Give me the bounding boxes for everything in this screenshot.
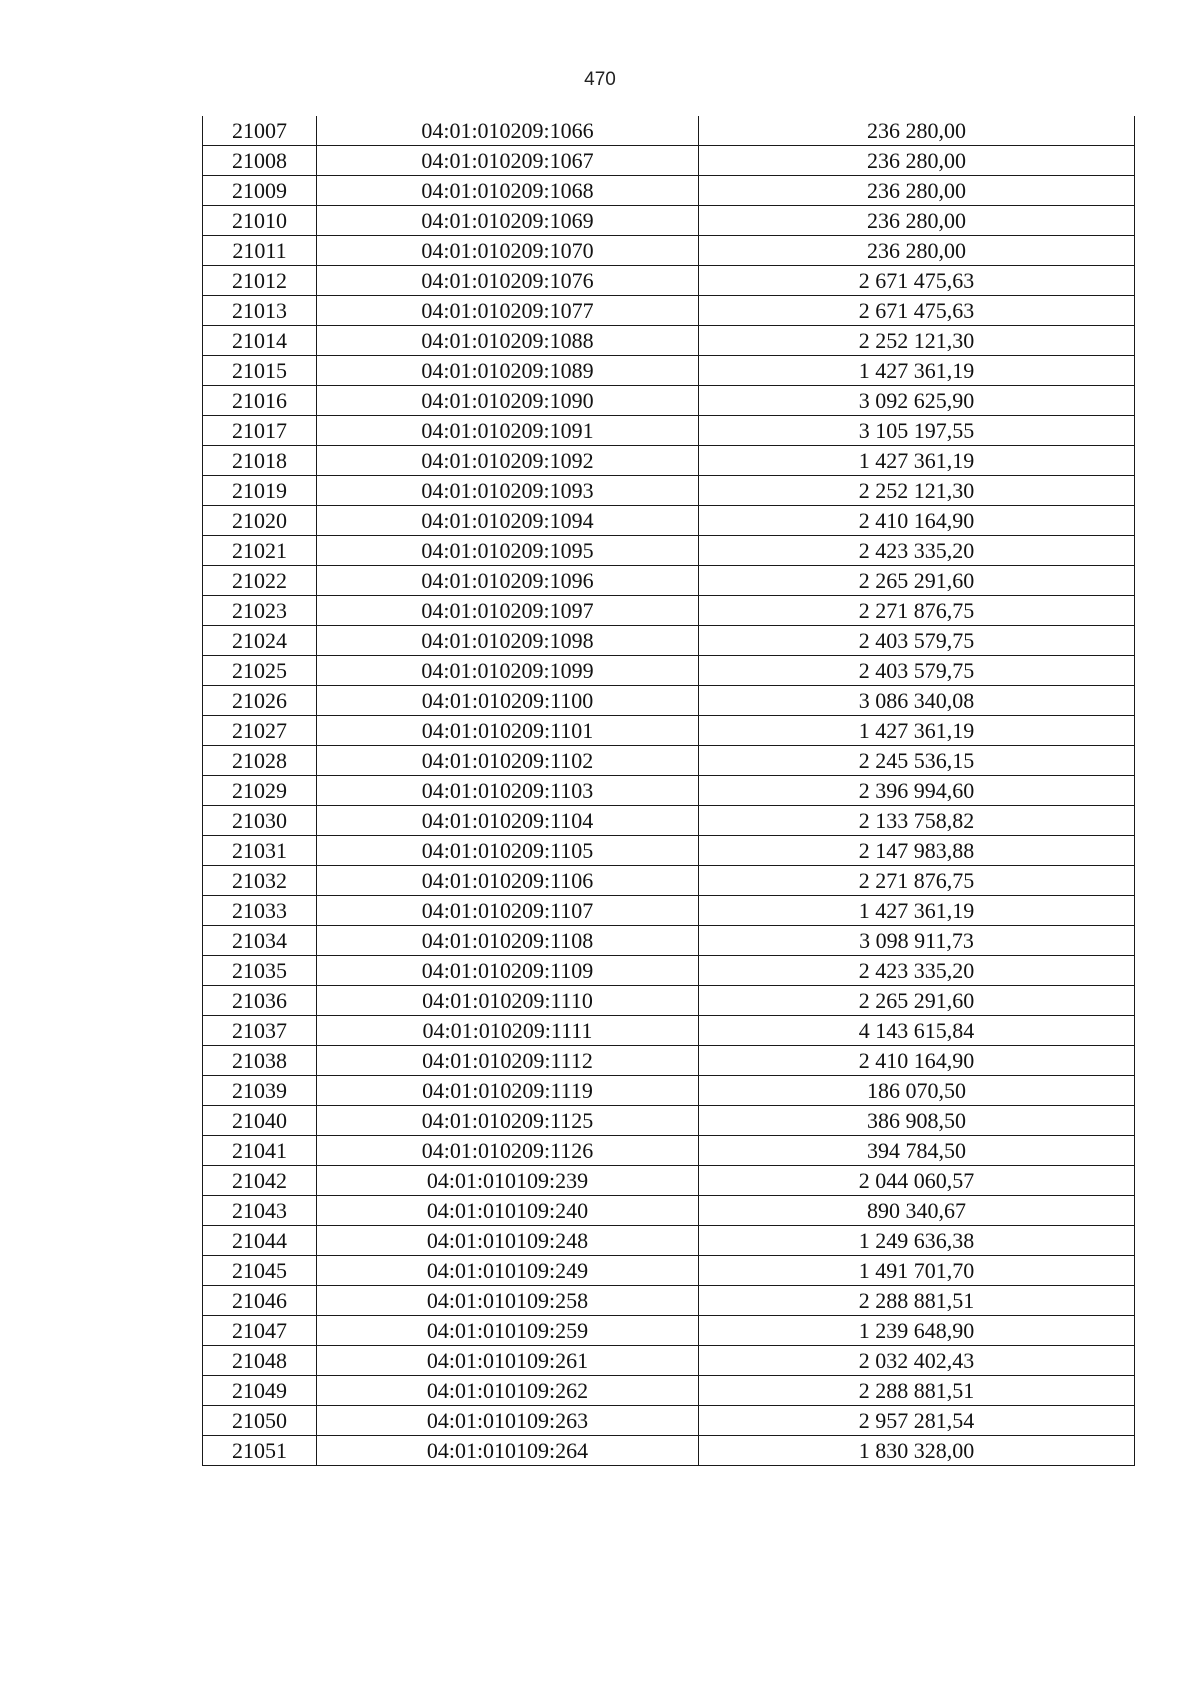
cadastral-value-cell: 394 784,50 <box>699 1136 1135 1166</box>
table-row <box>203 116 1135 146</box>
row-number-cell: 21050 <box>203 1406 317 1436</box>
cadastral-value-cell: 4 143 615,84 <box>699 1016 1135 1046</box>
cadastral-value-cell: 2 396 994,60 <box>699 776 1135 806</box>
cadastral-value-cell: 2 403 579,75 <box>699 656 1135 686</box>
row-number-cell: 21012 <box>203 266 317 296</box>
cadastral-number-cell: 04:01:010209:1112 <box>317 1046 699 1076</box>
cadastral-number-cell: 04:01:010209:1077 <box>317 296 699 326</box>
cadastral-number-cell: 04:01:010209:1104 <box>317 806 699 836</box>
table-row <box>203 1076 1135 1106</box>
table-row <box>203 1406 1135 1436</box>
cadastral-number-cell: 04:01:010209:1100 <box>317 686 699 716</box>
table-row <box>203 746 1135 776</box>
cadastral-number-cell: 04:01:010209:1126 <box>317 1136 699 1166</box>
row-number-cell: 21044 <box>203 1226 317 1256</box>
cadastral-number-cell: 04:01:010209:1111 <box>317 1016 699 1046</box>
table-row <box>203 446 1135 476</box>
row-number-cell: 21046 <box>203 1286 317 1316</box>
row-number-cell: 21035 <box>203 956 317 986</box>
row-number-cell: 21024 <box>203 626 317 656</box>
table-row <box>203 1286 1135 1316</box>
cadastral-value-cell: 1 427 361,19 <box>699 716 1135 746</box>
cadastral-number-cell: 04:01:010109:240 <box>317 1196 699 1226</box>
table-row <box>203 1166 1135 1196</box>
table-row <box>203 1346 1135 1376</box>
cadastral-number-cell: 04:01:010209:1110 <box>317 986 699 1016</box>
row-number-cell: 21009 <box>203 176 317 206</box>
cadastral-value-cell: 2 410 164,90 <box>699 506 1135 536</box>
table-row <box>203 1316 1135 1346</box>
row-number-cell: 21017 <box>203 416 317 446</box>
row-number-cell: 21043 <box>203 1196 317 1226</box>
table-row <box>203 956 1135 986</box>
row-number-cell: 21048 <box>203 1346 317 1376</box>
cadastral-number-cell: 04:01:010209:1096 <box>317 566 699 596</box>
table-row <box>203 656 1135 686</box>
cadastral-value-cell: 2 957 281,54 <box>699 1406 1135 1436</box>
table-row <box>203 266 1135 296</box>
row-number-cell: 21018 <box>203 446 317 476</box>
cadastral-value-cell: 386 908,50 <box>699 1106 1135 1136</box>
table-body <box>203 116 1135 1466</box>
table-row <box>203 986 1135 1016</box>
table-row <box>203 1436 1135 1466</box>
cadastral-number-cell: 04:01:010209:1119 <box>317 1076 699 1106</box>
cadastral-number-cell: 04:01:010209:1093 <box>317 476 699 506</box>
row-number-cell: 21036 <box>203 986 317 1016</box>
row-number-cell: 21026 <box>203 686 317 716</box>
cadastral-value-cell: 2 671 475,63 <box>699 266 1135 296</box>
cadastral-number-cell: 04:01:010209:1125 <box>317 1106 699 1136</box>
cadastral-number-cell: 04:01:010109:249 <box>317 1256 699 1286</box>
cadastral-value-cell: 2 133 758,82 <box>699 806 1135 836</box>
row-number-cell: 21037 <box>203 1016 317 1046</box>
cadastral-value-cell: 3 105 197,55 <box>699 416 1135 446</box>
cadastral-number-cell: 04:01:010109:258 <box>317 1286 699 1316</box>
cadastral-value-cell: 2 271 876,75 <box>699 596 1135 626</box>
table-row <box>203 356 1135 386</box>
cadastral-value-cell: 186 070,50 <box>699 1076 1135 1106</box>
row-number-cell: 21041 <box>203 1136 317 1166</box>
table-row <box>203 416 1135 446</box>
row-number-cell: 21020 <box>203 506 317 536</box>
cadastral-number-cell: 04:01:010209:1088 <box>317 326 699 356</box>
page-number: 470 <box>584 69 616 90</box>
row-number-cell: 21010 <box>203 206 317 236</box>
table-row <box>203 1376 1135 1406</box>
cadastral-value-cell: 2 252 121,30 <box>699 476 1135 506</box>
cadastral-number-cell: 04:01:010209:1109 <box>317 956 699 986</box>
table-row <box>203 686 1135 716</box>
cadastral-value-cell: 2 288 881,51 <box>699 1286 1135 1316</box>
table-row <box>203 896 1135 926</box>
row-number-cell: 21047 <box>203 1316 317 1346</box>
cadastral-number-cell: 04:01:010209:1099 <box>317 656 699 686</box>
cadastral-number-cell: 04:01:010209:1095 <box>317 536 699 566</box>
table-row <box>203 326 1135 356</box>
cadastral-number-cell: 04:01:010109:239 <box>317 1166 699 1196</box>
row-number-cell: 21039 <box>203 1076 317 1106</box>
cadastral-number-cell: 04:01:010209:1097 <box>317 596 699 626</box>
cadastral-value-cell: 1 427 361,19 <box>699 896 1135 926</box>
row-number-cell: 21015 <box>203 356 317 386</box>
row-number-cell: 21007 <box>203 116 317 146</box>
cadastral-value-cell: 1 491 701,70 <box>699 1256 1135 1286</box>
row-number-cell: 21034 <box>203 926 317 956</box>
row-number-cell: 21025 <box>203 656 317 686</box>
cadastral-value-cell: 2 671 475,63 <box>699 296 1135 326</box>
cadastral-value-cell: 890 340,67 <box>699 1196 1135 1226</box>
row-number-cell: 21045 <box>203 1256 317 1286</box>
cadastral-value-cell: 2 245 536,15 <box>699 746 1135 776</box>
cadastral-value-cell: 2 423 335,20 <box>699 536 1135 566</box>
table-row <box>203 176 1135 206</box>
row-number-cell: 21042 <box>203 1166 317 1196</box>
table-row <box>203 236 1135 266</box>
table-row <box>203 386 1135 416</box>
cadastral-number-cell: 04:01:010209:1094 <box>317 506 699 536</box>
cadastral-value-cell: 3 098 911,73 <box>699 926 1135 956</box>
cadastral-number-cell: 04:01:010209:1069 <box>317 206 699 236</box>
table-row <box>203 536 1135 566</box>
cadastral-value-cell: 236 280,00 <box>699 206 1135 236</box>
row-number-cell: 21011 <box>203 236 317 266</box>
row-number-cell: 21022 <box>203 566 317 596</box>
cadastral-number-cell: 04:01:010109:262 <box>317 1376 699 1406</box>
table-row <box>203 716 1135 746</box>
row-number-cell: 21033 <box>203 896 317 926</box>
cadastral-number-cell: 04:01:010209:1098 <box>317 626 699 656</box>
cadastral-number-cell: 04:01:010209:1076 <box>317 266 699 296</box>
row-number-cell: 21031 <box>203 836 317 866</box>
table-row <box>203 1016 1135 1046</box>
cadastral-number-cell: 04:01:010209:1102 <box>317 746 699 776</box>
table-row <box>203 146 1135 176</box>
cadastral-value-cell: 1 427 361,19 <box>699 446 1135 476</box>
cadastral-value-cell: 2 288 881,51 <box>699 1376 1135 1406</box>
row-number-cell: 21008 <box>203 146 317 176</box>
cadastral-number-cell: 04:01:010209:1108 <box>317 926 699 956</box>
cadastral-number-cell: 04:01:010109:261 <box>317 1346 699 1376</box>
cadastral-number-cell: 04:01:010109:263 <box>317 1406 699 1436</box>
cadastral-value-cell: 2 403 579,75 <box>699 626 1135 656</box>
cadastral-number-cell: 04:01:010209:1089 <box>317 356 699 386</box>
cadastral-value-cell: 3 092 625,90 <box>699 386 1135 416</box>
row-number-cell: 21030 <box>203 806 317 836</box>
row-number-cell: 21014 <box>203 326 317 356</box>
table-row <box>203 566 1135 596</box>
cadastral-value-cell: 1 427 361,19 <box>699 356 1135 386</box>
row-number-cell: 21028 <box>203 746 317 776</box>
cadastral-number-cell: 04:01:010209:1091 <box>317 416 699 446</box>
cadastral-value-cell: 1 830 328,00 <box>699 1436 1135 1466</box>
cadastral-value-cell: 3 086 340,08 <box>699 686 1135 716</box>
table-row <box>203 1226 1135 1256</box>
cadastral-number-cell: 04:01:010109:248 <box>317 1226 699 1256</box>
table-row <box>203 476 1135 506</box>
table-row <box>203 1046 1135 1076</box>
table-row <box>203 866 1135 896</box>
row-number-cell: 21027 <box>203 716 317 746</box>
cadastral-number-cell: 04:01:010209:1066 <box>317 116 699 146</box>
table-row <box>203 206 1135 236</box>
cadastral-value-cell: 2 265 291,60 <box>699 986 1135 1016</box>
cadastral-number-cell: 04:01:010209:1068 <box>317 176 699 206</box>
cadastral-value-cell: 2 410 164,90 <box>699 1046 1135 1076</box>
cadastral-number-cell: 04:01:010209:1107 <box>317 896 699 926</box>
table-row <box>203 806 1135 836</box>
cadastral-value-cell: 1 239 648,90 <box>699 1316 1135 1346</box>
cadastral-value-cell: 236 280,00 <box>699 146 1135 176</box>
table-row <box>203 1196 1135 1226</box>
row-number-cell: 21040 <box>203 1106 317 1136</box>
cadastral-value-cell: 2 265 291,60 <box>699 566 1135 596</box>
table-row <box>203 776 1135 806</box>
row-number-cell: 21029 <box>203 776 317 806</box>
cadastral-value-cell: 1 249 636,38 <box>699 1226 1135 1256</box>
table-row <box>203 1136 1135 1166</box>
cadastral-value-cell: 2 252 121,30 <box>699 326 1135 356</box>
table-row <box>203 1106 1135 1136</box>
cadastral-number-cell: 04:01:010209:1105 <box>317 836 699 866</box>
cadastral-value-cell: 2 044 060,57 <box>699 1166 1135 1196</box>
cadastral-number-cell: 04:01:010109:264 <box>317 1436 699 1466</box>
cadastral-value-table <box>202 116 1135 1466</box>
cadastral-number-cell: 04:01:010209:1106 <box>317 866 699 896</box>
cadastral-value-cell: 236 280,00 <box>699 116 1135 146</box>
cadastral-value-cell: 2 423 335,20 <box>699 956 1135 986</box>
table-row <box>203 926 1135 956</box>
table-row <box>203 626 1135 656</box>
cadastral-value-cell: 2 147 983,88 <box>699 836 1135 866</box>
cadastral-value-cell: 236 280,00 <box>699 176 1135 206</box>
cadastral-value-cell: 2 032 402,43 <box>699 1346 1135 1376</box>
cadastral-number-cell: 04:01:010209:1101 <box>317 716 699 746</box>
table-row <box>203 1256 1135 1286</box>
row-number-cell: 21023 <box>203 596 317 626</box>
cadastral-number-cell: 04:01:010209:1092 <box>317 446 699 476</box>
table-row <box>203 596 1135 626</box>
row-number-cell: 21049 <box>203 1376 317 1406</box>
cadastral-number-cell: 04:01:010109:259 <box>317 1316 699 1346</box>
row-number-cell: 21038 <box>203 1046 317 1076</box>
row-number-cell: 21016 <box>203 386 317 416</box>
row-number-cell: 21019 <box>203 476 317 506</box>
table-row <box>203 836 1135 866</box>
row-number-cell: 21032 <box>203 866 317 896</box>
row-number-cell: 21051 <box>203 1436 317 1466</box>
cadastral-value-cell: 236 280,00 <box>699 236 1135 266</box>
row-number-cell: 21013 <box>203 296 317 326</box>
cadastral-number-cell: 04:01:010209:1103 <box>317 776 699 806</box>
table-row <box>203 296 1135 326</box>
cadastral-value-cell: 2 271 876,75 <box>699 866 1135 896</box>
row-number-cell: 21021 <box>203 536 317 566</box>
cadastral-number-cell: 04:01:010209:1067 <box>317 146 699 176</box>
table-row <box>203 506 1135 536</box>
cadastral-number-cell: 04:01:010209:1070 <box>317 236 699 266</box>
cadastral-number-cell: 04:01:010209:1090 <box>317 386 699 416</box>
